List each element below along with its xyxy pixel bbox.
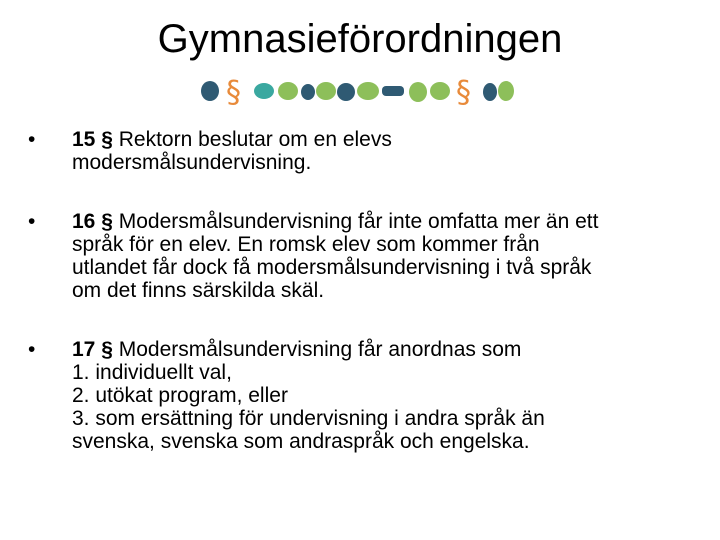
- section-symbol-left: §: [226, 75, 241, 110]
- paragraph-number: 16 §: [72, 210, 113, 233]
- blob-4: [301, 84, 315, 100]
- bullet-text-line: Modersmålsundervisning får anordnas som: [118, 338, 522, 361]
- blob-6: [337, 83, 355, 101]
- blob-10: [430, 82, 450, 100]
- bullet-text-line: om det finns särskilda skäl.: [72, 279, 325, 302]
- bullet-15: [28, 128, 392, 174]
- blob-5: [316, 82, 336, 100]
- blob-9: [409, 82, 427, 102]
- bullet-text-line: 2. utökat program, eller: [72, 384, 288, 407]
- blob-11: [483, 83, 497, 101]
- bullet-text-line: 1. individuellt val,: [72, 361, 232, 384]
- paragraph-number: 17 §: [72, 338, 113, 361]
- blob-8: [382, 86, 404, 96]
- bullet-text-line: 3. som ersättning för undervisning i andra språk än: [72, 407, 545, 430]
- blob-1: [201, 81, 219, 101]
- decorative-divider: [198, 72, 520, 110]
- blob-3: [278, 82, 298, 100]
- blob-12: [498, 81, 514, 101]
- bullet-text-line: språk för en elev. En romsk elev som kommer från: [72, 233, 540, 256]
- bullet-17: [28, 338, 545, 453]
- bullet-16: [28, 210, 598, 302]
- bullet-dot: •: [28, 338, 36, 361]
- paragraph-number: 15 §: [72, 128, 113, 151]
- section-symbol-right: §: [456, 75, 471, 110]
- bullet-dot: •: [28, 210, 36, 233]
- bullet-text-line: Modersmålsundervisning får inte omfatta mer än ett: [118, 210, 599, 233]
- bullet-dot: •: [28, 128, 36, 151]
- bullet-text-line: utlandet får dock få modersmålsundervisning i två språk: [72, 256, 592, 279]
- bullet-text-line: modersmålsundervisning.: [72, 151, 312, 174]
- blob-2: [254, 83, 274, 99]
- blob-7: [357, 82, 379, 100]
- bullet-text-line: Rektorn beslutar om en elevs: [118, 128, 392, 151]
- slide-title: Gymnasieförordningen: [157, 17, 563, 61]
- bullet-text-line: svenska, svenska som andraspråk och engelska.: [72, 430, 530, 453]
